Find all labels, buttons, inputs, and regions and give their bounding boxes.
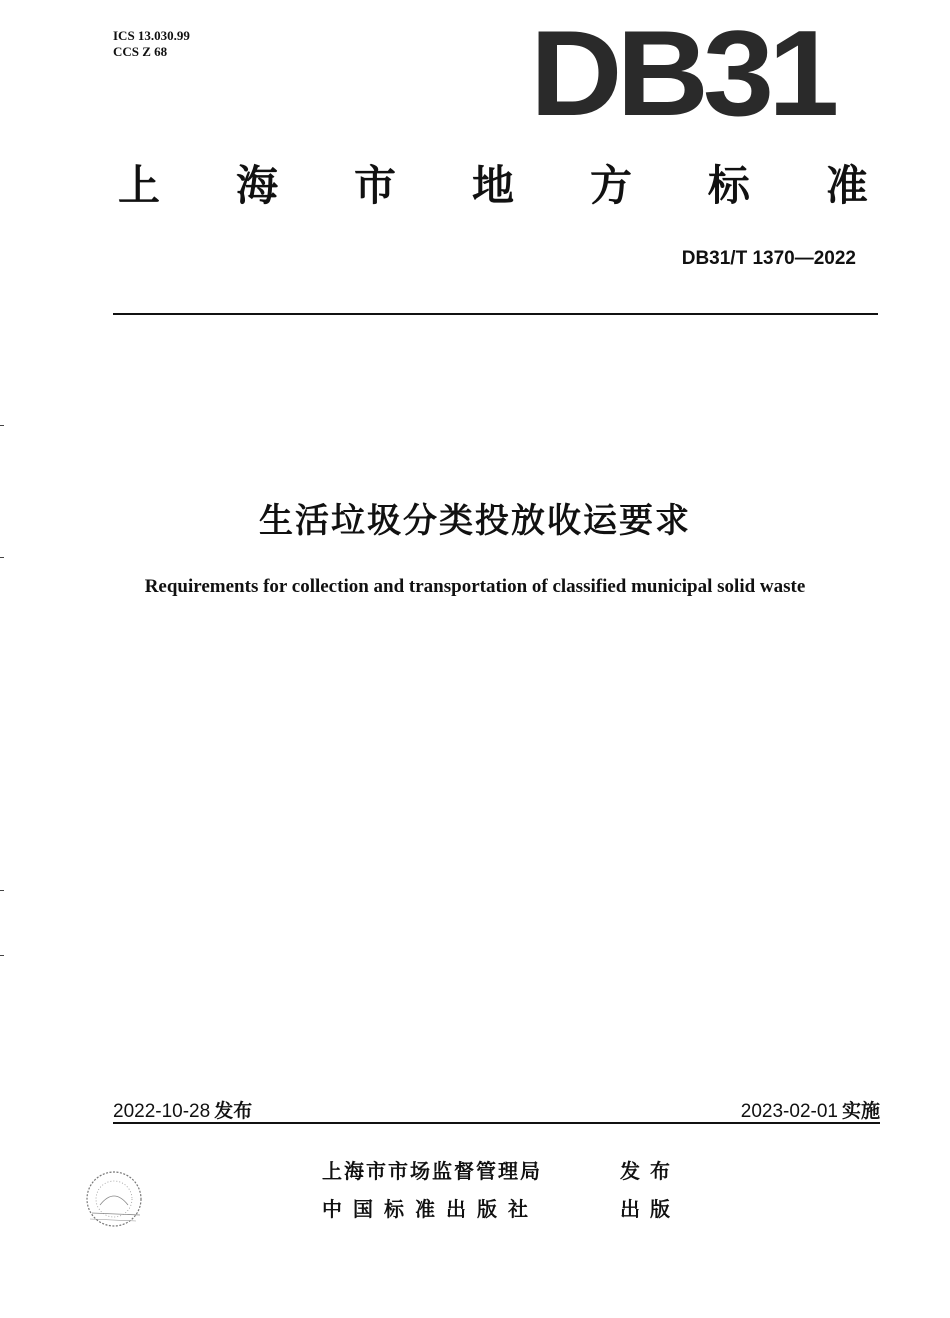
publish-date-value: 2022-10-28 (113, 1101, 211, 1122)
issuers-block (322, 1150, 680, 1226)
standard-type-heading (118, 160, 868, 212)
standard-type-char: 地 (471, 161, 514, 210)
standard-type-char: 上 (118, 161, 161, 210)
scan-mark (0, 955, 4, 956)
issuer-name: 上海市市场监督管理局 (322, 1158, 542, 1183)
standard-type-char: 市 (353, 161, 396, 210)
standard-type-char: 海 (235, 161, 278, 210)
seal-stamp-icon (78, 1165, 150, 1237)
publish-label: 发布 (214, 1100, 253, 1122)
classification-codes (113, 28, 190, 60)
issuer-row (322, 1150, 680, 1188)
db31-logo: DB31 (530, 5, 834, 142)
implement-label: 实施 (841, 1100, 880, 1122)
bottom-divider (113, 1122, 880, 1124)
issuer-name: 中国标准出版社 (322, 1196, 539, 1221)
standard-type-char: 方 (589, 161, 632, 210)
implement-date-value: 2023-02-01 (740, 1101, 838, 1122)
scan-mark (0, 557, 4, 558)
publish-date (113, 1096, 252, 1123)
standard-type-char: 标 (707, 161, 750, 210)
implement-date (741, 1096, 880, 1123)
scan-mark (0, 425, 4, 426)
top-divider (113, 313, 878, 315)
issuer-role: 发布 (620, 1158, 680, 1183)
title-chinese: 生活垃圾分类投放收运要求 (259, 501, 691, 541)
issuer-role: 出版 (620, 1196, 680, 1221)
title-english: Requirements for collection and transportation of classified municipal solid waste (144, 576, 806, 597)
ics-code: ICS 13.030.99 (113, 28, 190, 43)
ccs-code: CCS Z 68 (113, 44, 168, 59)
standard-number: DB31/T 1370—2022 (681, 248, 856, 269)
scan-mark (0, 890, 4, 891)
issuer-row (322, 1188, 680, 1226)
standard-type-char: 准 (825, 161, 868, 210)
